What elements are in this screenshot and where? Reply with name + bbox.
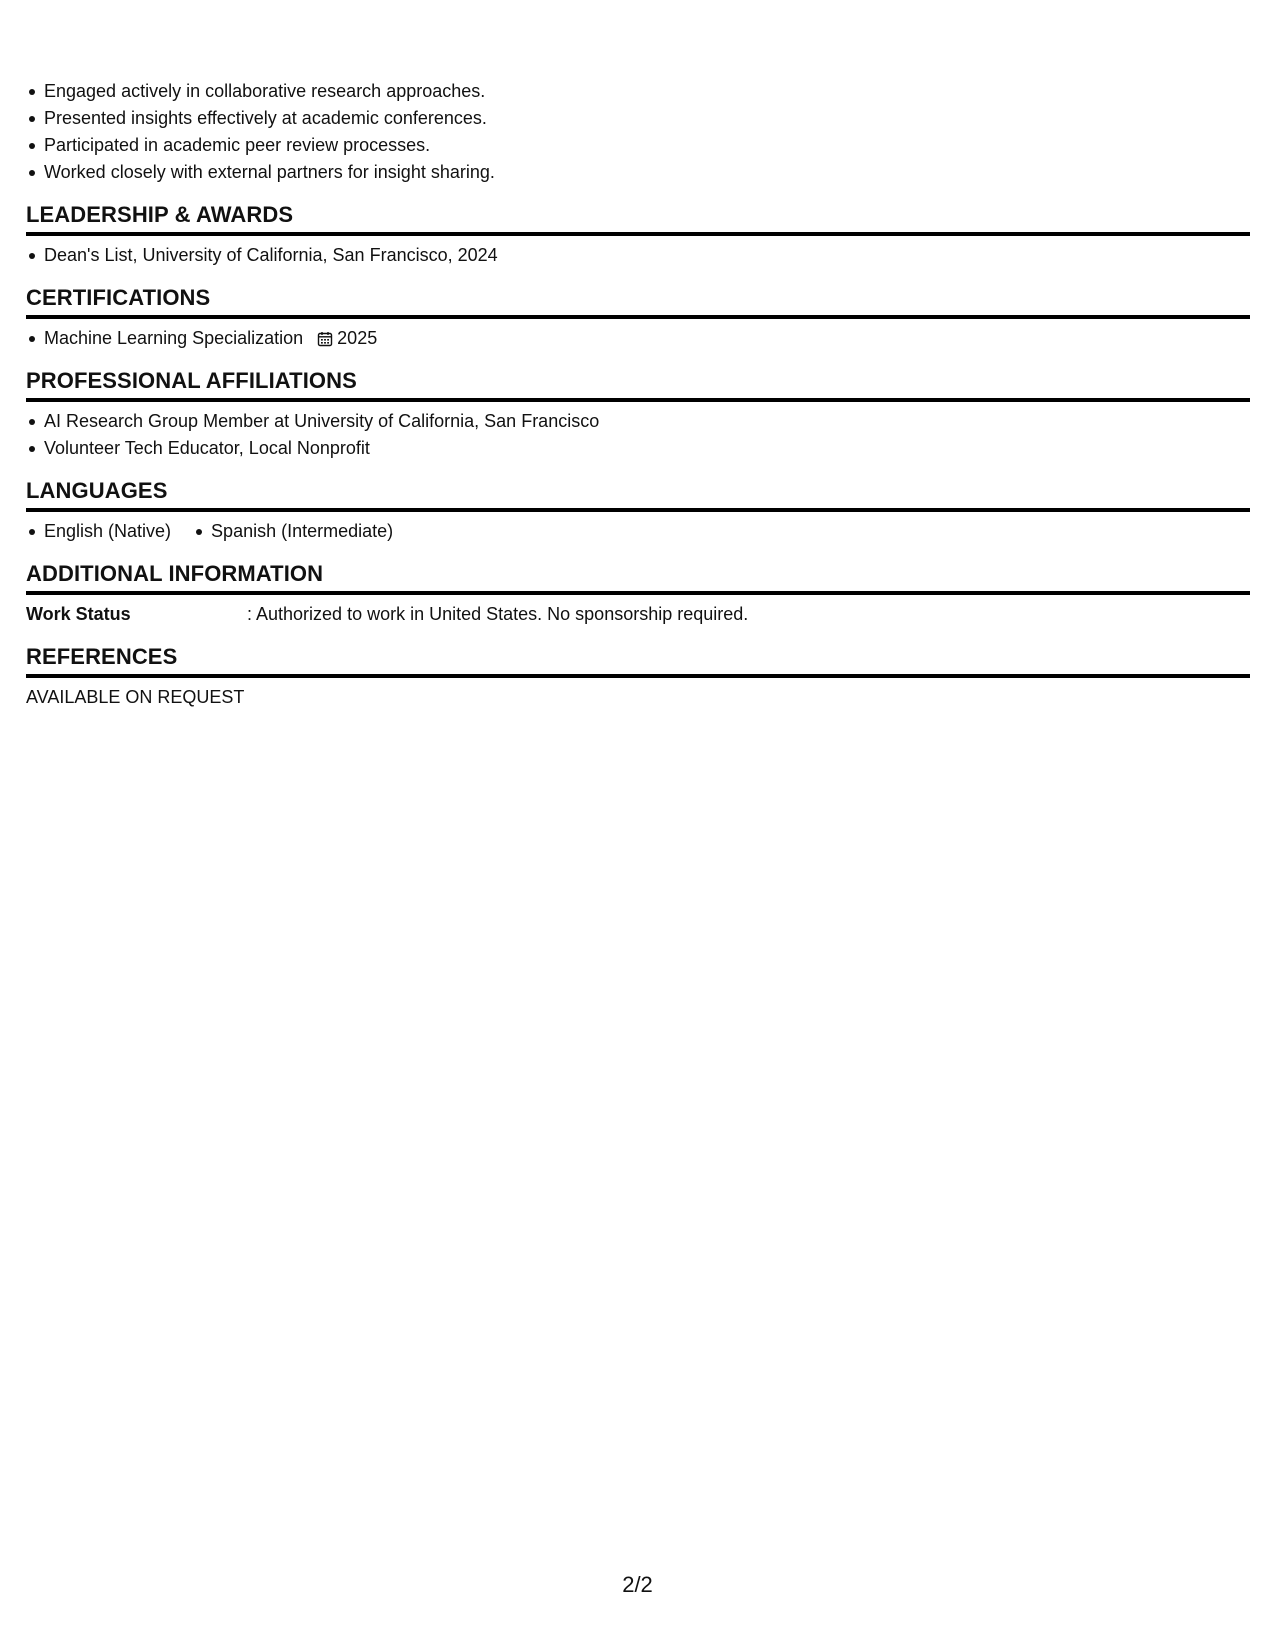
section-title: LANGUAGES xyxy=(26,476,1250,512)
certification-entry xyxy=(44,325,377,352)
section-title: PROFESSIONAL AFFILIATIONS xyxy=(26,366,1250,402)
leadership-list xyxy=(26,242,1250,269)
references-text: AVAILABLE ON REQUEST xyxy=(26,687,245,707)
list-item: Engaged actively in collaborative research approaches. xyxy=(26,78,1250,105)
work-status-value: : Authorized to work in United States. No sponsorship required. xyxy=(247,604,749,624)
section-title: LEADERSHIP & AWARDS xyxy=(26,200,1250,236)
certification-year: 2025 xyxy=(337,328,378,348)
certifications-list xyxy=(26,325,1250,352)
section-title: ADDITIONAL INFORMATION xyxy=(26,559,1250,595)
work-status-label: Work Status xyxy=(26,604,131,624)
languages-list xyxy=(26,518,1250,545)
references-section xyxy=(26,642,1250,711)
certifications-section xyxy=(26,283,1250,352)
section-title: REFERENCES xyxy=(26,642,1250,678)
list-item: Worked closely with external partners for insight sharing. xyxy=(26,159,1250,186)
list-item xyxy=(26,325,1250,352)
page-number: 2/2 xyxy=(622,1572,653,1597)
work-status-row xyxy=(26,601,1250,628)
affiliations-list xyxy=(26,408,1250,462)
languages-section xyxy=(26,476,1250,545)
intro-bullet-list xyxy=(26,78,1250,186)
list-item: Dean's List, University of California, San Francisco, 2024 xyxy=(26,242,1250,269)
affiliations-section xyxy=(26,366,1250,462)
list-item: Presented insights effectively at academic conferences. xyxy=(26,105,1250,132)
section-title: CERTIFICATIONS xyxy=(26,283,1250,319)
list-item: AI Research Group Member at University of California, San Francisco xyxy=(26,408,1250,435)
list-item: Spanish (Intermediate) xyxy=(193,518,393,545)
list-item: Volunteer Tech Educator, Local Nonprofit xyxy=(26,435,1250,462)
certification-name: Machine Learning Specialization xyxy=(44,328,304,348)
calendar-icon xyxy=(317,331,333,347)
resume-page xyxy=(26,78,1250,711)
list-item: Participated in academic peer review processes. xyxy=(26,132,1250,159)
leadership-section xyxy=(26,200,1250,269)
list-item: English (Native) xyxy=(26,518,171,545)
additional-info-section xyxy=(26,559,1250,628)
